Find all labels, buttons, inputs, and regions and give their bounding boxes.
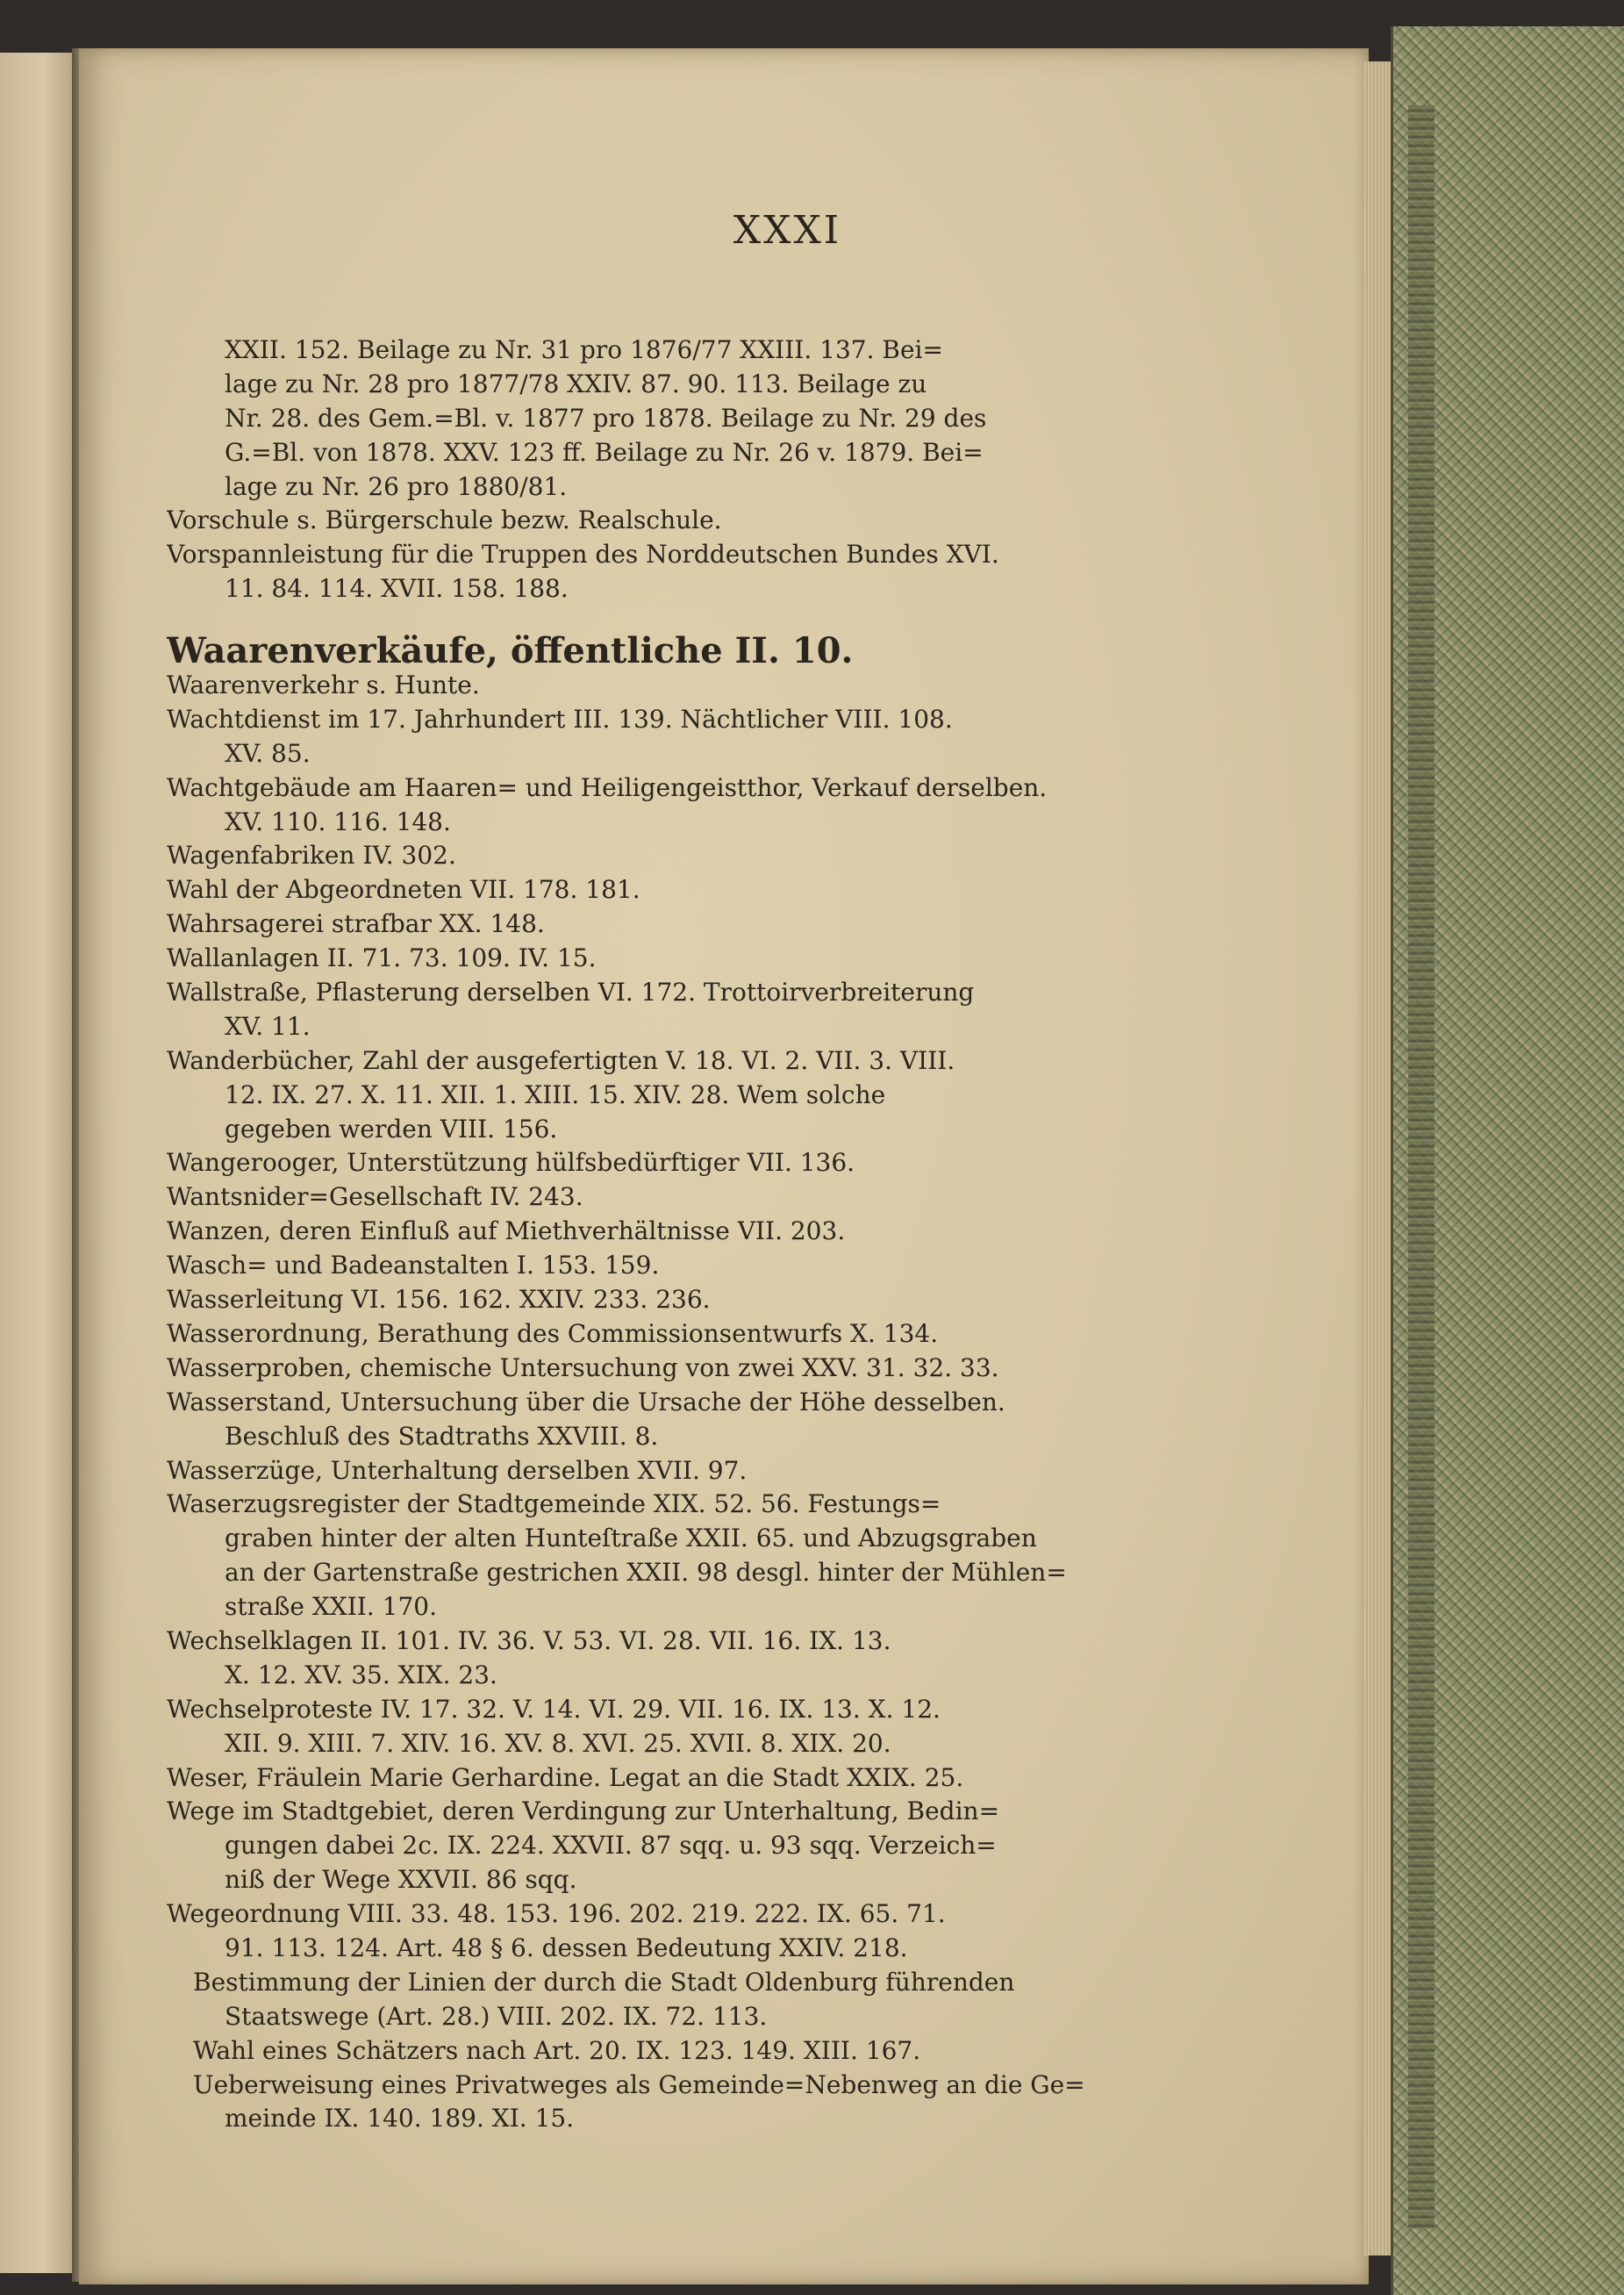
index-line: Vorspannleistung für die Truppen des Norddeutschen Bundes XVI. [167, 540, 999, 570]
index-line: Wantsnider=Gesellschaft IV. 243. [167, 1182, 583, 1212]
index-line: Wasserzüge, Unterhaltung derselben XVII. 97. [167, 1455, 748, 1485]
index-text-column [167, 333, 1105, 2136]
index-line: Wahrsagerei strafbar XX. 148. [167, 909, 545, 939]
index-line: gegeben werden VIII. 156. [225, 1114, 558, 1144]
index-line: Wasserproben, chemische Untersuchung von zwei XXV. 31. 32. 33. [167, 1352, 999, 1382]
index-line: Wagenfabriken IV. 302. [167, 841, 456, 871]
index-line: Wasserstand, Untersuchung über die Ursache der Höhe desselben. [167, 1387, 1005, 1416]
page-edges [1364, 61, 1391, 2256]
index-line: Staatswege (Art. 28.) VIII. 202. IX. 72. 113. [225, 2001, 768, 2031]
index-line: Wanzen, deren Einfluß auf Miethverhältnisse VII. 203. [167, 1216, 846, 1246]
index-line: Weser, Fräulein Marie Gerhardine. Legat an die Stadt XXIX. 25. [167, 1762, 964, 1792]
section-gap [167, 606, 1105, 635]
index-line: meinde IX. 140. 189. XI. 15. [225, 2104, 575, 2134]
index-line: graben hinter der alten Hunteſtraße XXII. 65. und Abzugsgraben [225, 1524, 1037, 1553]
cover-binding-pattern [1408, 105, 1434, 2229]
index-line: XV. 110. 116. 148. [225, 807, 451, 836]
index-line: Wahl eines Schätzers nach Art. 20. IX. 123. 149. XIII. 167. [193, 2035, 921, 2065]
index-line: Wasserordnung, Berathung des Commissionsentwurfs X. 134. [167, 1318, 939, 1348]
index-line: Wachtgebäude am Haaren= und Heiligengeistthor, Verkauf derselben. [167, 772, 1048, 802]
index-line: 12. IX. 27. X. 11. XII. 1. XIII. 15. XIV. 28. Wem solche [225, 1079, 886, 1109]
index-line: lage zu Nr. 28 pro 1877/78 XXIV. 87. 90. 113. Beilage zu [225, 369, 927, 398]
index-line: niß der Wege XXVII. 86 sqq. [225, 1865, 577, 1895]
index-line: XV. 85. [225, 738, 311, 768]
index-line: Wachtdienst im 17. Jahrhundert III. 139. Nächtlicher VIII. 108. [167, 704, 953, 734]
index-line: straße XXII. 170. [225, 1592, 438, 1622]
index-line: gungen dabei 2c. IX. 224. XXVII. 87 sqq. u. 93 sqq. Verzeich= [225, 1831, 997, 1861]
index-line: Wechselklagen II. 101. IV. 36. V. 53. VI. 28. VII. 16. IX. 13. [167, 1625, 891, 1655]
index-line: Wanderbücher, Zahl der ausgefertigten V. 18. VI. 2. VII. 3. VIII. [167, 1045, 955, 1075]
index-line: Wegeordnung VIII. 33. 48. 153. 196. 202. 219. 222. IX. 65. 71. [167, 1899, 946, 1929]
index-line: Wahl der Abgeordneten VII. 178. 181. [167, 875, 640, 905]
index-line: G.=Bl. von 1878. XXV. 123 ff. Beilage zu Nr. 26 v. 1879. Bei= [225, 437, 984, 467]
index-line: Waarenverkehr s. Hunte. [167, 671, 480, 700]
index-line: Wallanlagen II. 71. 73. 109. IV. 15. [167, 943, 597, 973]
index-line: Wasch= und Badeanstalten I. 153. 159. [167, 1251, 660, 1280]
page-number: XXXI [733, 208, 842, 253]
index-line: Wege im Stadtgebiet, deren Verdingung zur Unterhaltung, Bedin= [167, 1797, 1000, 1826]
index-line: Wasserleitung VI. 156. 162. XXIV. 233. 236. [167, 1285, 711, 1315]
index-line: XXII. 152. Beilage zu Nr. 31 pro 1876/77 XXIII. 137. Bei= [225, 335, 943, 364]
index-line: Ueberweisung eines Privatweges als Gemeinde=Nebenweg an die Ge= [193, 2069, 1085, 2099]
index-line: lage zu Nr. 26 pro 1880/81. [225, 471, 568, 501]
index-line: 91. 113. 124. Art. 48 § 6. dessen Bedeutung XXIV. 218. [225, 1933, 908, 1962]
index-line: Beschluß des Stadtraths XXVIII. 8. [225, 1421, 659, 1451]
left-facing-page [0, 53, 74, 2273]
index-line: 11. 84. 114. XVII. 158. 188. [225, 574, 569, 604]
index-line: Bestimmung der Linien der durch die Stadt Oldenburg führenden [193, 1967, 1015, 1997]
index-line: Wechselproteste IV. 17. 32. V. 14. VI. 29. VII. 16. IX. 13. X. 12. [167, 1694, 941, 1724]
index-line: Waserzugsregister der Stadtgemeinde XIX. 52. 56. Festungs= [167, 1489, 941, 1519]
index-line: Wallstraße, Pflasterung derselben VI. 172. Trottoirverbreiterung [167, 978, 975, 1008]
index-line: XV. 11. [225, 1011, 311, 1041]
index-line: XII. 9. XIII. 7. XIV. 16. XV. 8. XVI. 25. XVII. 8. XIX. 20. [225, 1728, 891, 1758]
index-line: Vorschule s. Bürgerschule bezw. Realschule. [167, 506, 722, 535]
index-line: an der Gartenstraße gestrichen XXII. 98 desgl. hinter der Mühlen= [225, 1558, 1067, 1588]
index-line: X. 12. XV. 35. XIX. 23. [225, 1660, 497, 1689]
index-line: Waarenverkäufe, öffentliche II. 10. [167, 635, 854, 670]
index-line: Nr. 28. des Gem.=Bl. v. 1877 pro 1878. Beilage zu Nr. 29 des [225, 403, 987, 433]
index-line: Wangerooger, Unterstützung hülfsbedürftiger VII. 136. [167, 1148, 855, 1178]
